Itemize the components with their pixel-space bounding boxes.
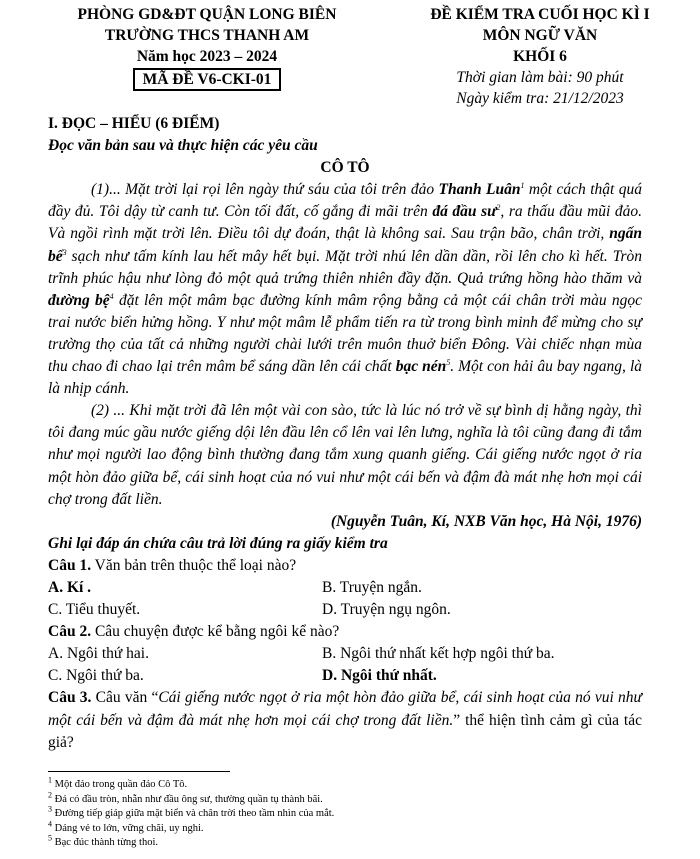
- question-2: Câu 2. Câu chuyện được kể bằng ngôi kể nào?: [48, 623, 340, 641]
- passage-title: CÔ TÔ: [320, 159, 370, 177]
- reading-instruction: Đọc văn bản sau và thực hiện các yêu cầu: [48, 137, 318, 155]
- option-a: A. Ngôi thứ hai.: [48, 645, 149, 663]
- footnote-4: $^4$ Dáng vẻ to lớn, vững chãi, uy nghi.: [48, 819, 204, 834]
- footnote-ref-5: 5: [446, 357, 451, 367]
- term-duong-be: đường bệ: [48, 291, 110, 309]
- answer-instruction: Ghi lại đáp án chứa câu trả lời đúng ra giấy kiểm tra: [48, 534, 388, 552]
- question-3-quote: Cái giếng nước ngọt ở ria một hòn đảo giữa bể, cái sinh hoạt của nó vui như một cái bến và đậm đà mát nhẹ hơn mọi cái chợ trong đất liền.: [48, 689, 642, 729]
- footnote-ref-3: 3: [62, 247, 67, 257]
- footnote-ref-2: 2: [496, 203, 501, 213]
- department-name: PHÒNG GD&ĐT QUẬN LONG BIÊN: [77, 6, 337, 23]
- passage-paragraph-2: (2) ... Khi mặt trời đã lên một vài con sào, tức là lúc nó trở về sự bình dị hằng ngày, thì tôi đang múc gầu nước giếng dội lên đầu lên cổ lên vai lên lưng, nghĩa là tôi cũng đang đi tắm như mọi người lao động bình thường đang tắm xung quanh giếng. Cái giếng nước ngọt ở ria một hòn đảo giữa bể, cái sinh hoạt của nó vui như một cái bến và đậm đà mát nhẹ hơn mọi cái chợ trong đất liền.: [48, 402, 642, 508]
- exam-title: ĐỀ KIỂM TRA CUỐI HỌC KÌ I: [430, 6, 650, 23]
- question-2-options-row-2: [48, 665, 642, 687]
- footnote-ref-4: 4: [109, 291, 114, 301]
- passage-paragraph-1: (1)... Mặt trời lại rọi lên ngày thứ sáu của tôi trên đảo Thanh Luân$^1$ một cách thật quá đầy đủ. Tôi dậy từ canh tư. Còn tối đất, cố gắng đi mãi trên đá đầu $sư^2$, ra thấu đầu mũi đảo. Và ngồi rình mặt trời lên. Điều tôi dự đoán, thật là không sai. Sau trận bão, chân trời, ngấn bể$^3$ sạch như tấm kính lau hết mây hết bụi. Mặt trời nhú lên dần dần, rồi lên cho kì hết. Tròn trĩnh phúc hậu như lòng đỏ một quả trứng thiên nhiên đầy đặn. Quả trứng hồng hào thăm và đường bệ$^4$ đặt lên một mâm bạc đường kính mâm rộng bằng cả một cái chân trời màu ngọc trai nước biển hửng hồng. Y như một mâm lễ phẩm tiến ra từ trong bình minh để mừng cho sự trường thọ của tất cả những người chài lưới trên muôn thuở biển Đông. Vài chiếc nhạn mùa thu chao đi chao lại trên mâm bể sáng dần lên cái chất bạc nén$^5$. Một con hải âu bay ngang, là là nhịp cánh.: [48, 181, 643, 398]
- exam-content: [48, 113, 642, 754]
- option-c: C. Tiểu thuyết.: [48, 601, 141, 619]
- header-right: [400, 4, 680, 109]
- exam-code: MÃ ĐỀ V6-CKI-01: [133, 68, 282, 91]
- header-left: [52, 4, 362, 91]
- footnote-5: $^5$ Bạc đúc thành từng thoi.: [48, 833, 159, 849]
- passage-source: (Nguyễn Tuân, Kí, NXB Văn học, Hà Nội, 1976): [330, 512, 642, 530]
- option-b: B. Truyện ngắn.: [322, 578, 422, 596]
- footnote-2: $^2$ Đá có đầu tròn, nhẵn như đầu ông sư, thường quần tụ thành bãi.: [48, 790, 323, 805]
- term-thanh-luan: Thanh Luân: [438, 181, 521, 199]
- option-b: B. Ngôi thứ nhất kết hợp ngôi thứ ba.: [322, 645, 555, 663]
- question-1-options-row-1: [48, 577, 642, 599]
- option-c: C. Ngôi thứ ba.: [48, 667, 144, 685]
- footnote-divider: [48, 771, 230, 772]
- question-1-options-row-2: [48, 599, 642, 621]
- term-ngan-be: ngấn bể: [48, 225, 642, 265]
- subject: MÔN NGỮ VĂN: [482, 27, 598, 44]
- option-d: D. Truyện ngụ ngôn.: [322, 601, 451, 619]
- option-d: D. Ngôi thứ nhất.: [322, 667, 437, 685]
- question-2-options-row-1: [48, 643, 642, 665]
- question-1: Câu 1. Văn bản trên thuộc thể loại nào?: [48, 556, 297, 574]
- grade: KHỐI 6: [513, 48, 567, 65]
- section-title: I. ĐỌC – HIỂU (6 ĐIỂM): [48, 115, 220, 132]
- question-3: Câu 3. Câu văn “Cái giếng nước ngọt ở ria một hòn đảo giữa bể, cái sinh hoạt của nó vui như một cái bến và đậm đà mát nhẹ hơn mọi cái chợ trong đất liền.” thể hiện tình cảm gì của tác giả?: [48, 689, 642, 751]
- footnotes: [48, 775, 648, 851]
- footnote-ref-1: 1: [520, 181, 525, 191]
- term-da-dau-su: đá đầu sư: [432, 203, 497, 221]
- school-year: Năm học 2023 – 2024: [136, 48, 278, 65]
- footnote-3: $^3$ Đường tiếp giáp giữa mặt biển và chân trời theo tầm nhìn của mắt.: [48, 804, 335, 820]
- exam-duration: Thời gian làm bài: 90 phút: [456, 69, 624, 86]
- term-bac-nen: bạc nén: [395, 358, 447, 376]
- footnote-1: $^1$ Một đảo trong quần đảo Cô Tô.: [48, 775, 188, 790]
- exam-date: Ngày kiểm tra: 21/12/2023: [456, 90, 624, 107]
- option-a: A. Kí .: [48, 578, 92, 596]
- school-name: TRƯỜNG THCS THANH AM: [104, 27, 310, 44]
